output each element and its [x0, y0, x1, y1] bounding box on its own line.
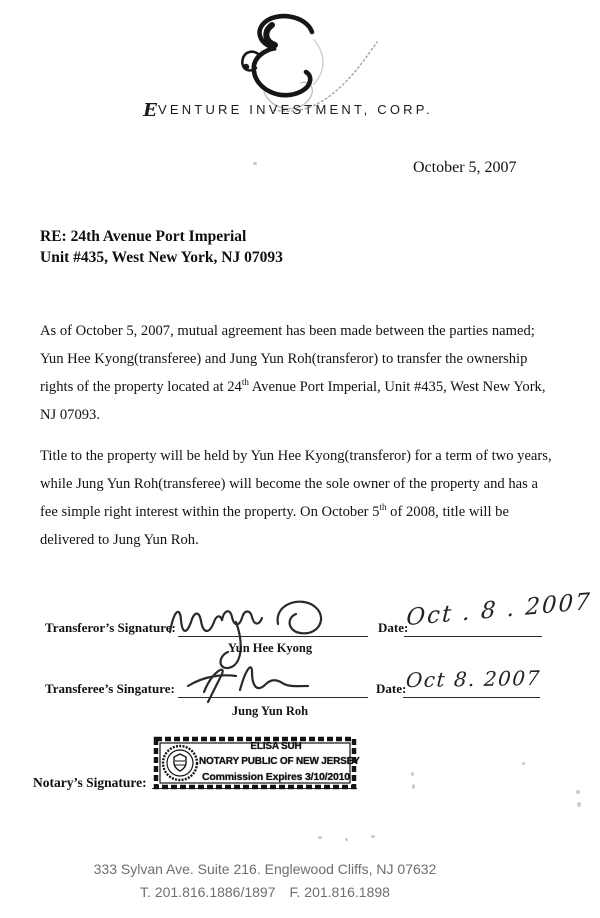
scan-artifact: [371, 835, 375, 838]
body-text-line: Title to the property will be held by Yun Hee Kyong(transferor) for a term of two years,: [40, 448, 552, 464]
body-paragraph-2: [40, 442, 580, 554]
re-block: [40, 226, 283, 268]
body-text-line: rights of the property located at 24th Avenue Port Imperial, Unit #435, West New York,: [40, 377, 546, 395]
body-text-line: As of October 5, 2007, mutual agreement has been made between the parties named;: [40, 323, 535, 339]
logo-echo-curve-2: [313, 40, 323, 85]
scan-artifact: [318, 836, 322, 839]
notary-signature-label: Notary’s Signature:: [33, 775, 147, 790]
transferee-date-label: Date:: [376, 681, 407, 696]
scan-artifact: [345, 838, 348, 841]
stamp-commission-line: Commission Expires 3/10/2010: [202, 771, 350, 783]
letter-date: October 5, 2007: [413, 159, 517, 176]
transferor-printed-name: Yun Hee Kyong: [227, 641, 313, 655]
stamp-title-line: NOTARY PUBLIC OF NEW JERSEY: [199, 756, 360, 767]
footer-phones: [90, 881, 440, 904]
body-paragraph-1: [40, 317, 580, 429]
transferor-handwritten-date: Oct . 8 . 2007: [405, 588, 593, 632]
body-text-line: Yun Hee Kyong(transferee) and Jung Yun Roh(transferor) to transfer the ownership: [40, 351, 528, 367]
transferee-handwritten-date: Oct 8. 2007: [405, 665, 542, 693]
re-line-2: Unit #435, West New York, NJ 07093: [40, 249, 283, 266]
scan-artifact: [412, 784, 415, 789]
scan-artifact: [411, 772, 414, 776]
stamp-notary-name: ELISA SUH: [250, 741, 302, 752]
state-seal-icon: [161, 744, 199, 782]
re-line-1: RE: 24th Avenue Port Imperial: [40, 228, 247, 245]
transferee-signature-label: Transferee’s Singature:: [45, 681, 175, 696]
body-text-line: while Jung Yun Roh(transferee) will become the sole owner of the property and has a: [40, 476, 538, 492]
transferee-signature-icon: [178, 656, 348, 708]
company-name-rest: VENTURE INVESTMENT, CORP.: [157, 102, 433, 117]
body-text-line: NJ 07093.: [40, 407, 100, 423]
footer-telephone: T. 201.816.1886/1897: [140, 884, 276, 900]
transferor-date-label: Date:: [378, 620, 409, 635]
body-text-line: delivered to Jung Yun Roh.: [40, 532, 199, 548]
scan-artifact: [577, 802, 581, 807]
company-name-initial: E: [143, 100, 157, 121]
notary-stamp: [153, 736, 360, 790]
footer-contact-block: [90, 858, 440, 904]
stamp-text: [199, 739, 360, 785]
scan-artifact: [253, 162, 257, 165]
transferee-date-line: [403, 697, 540, 698]
transferor-date-line: [404, 636, 542, 637]
footer-address: 333 Sylvan Ave. Suite 216. Englewood Cliffs, NJ 07632: [93, 861, 437, 877]
scan-artifact: [522, 762, 525, 765]
script-e-dot: [243, 64, 249, 70]
transferee-printed-name: Jung Yun Roh: [231, 704, 309, 718]
script-e-stroke: [254, 16, 312, 95]
script-e-accent: [266, 25, 275, 45]
footer-fax: F. 201.816.1898: [289, 884, 390, 900]
scan-artifact: [576, 790, 580, 794]
body-text-line: fee simple right interest within the property. On October 5th of 2008, title will be: [40, 502, 509, 520]
transferor-signature-label: Transferor’s Signature:: [45, 620, 176, 635]
company-name: [0, 100, 588, 121]
